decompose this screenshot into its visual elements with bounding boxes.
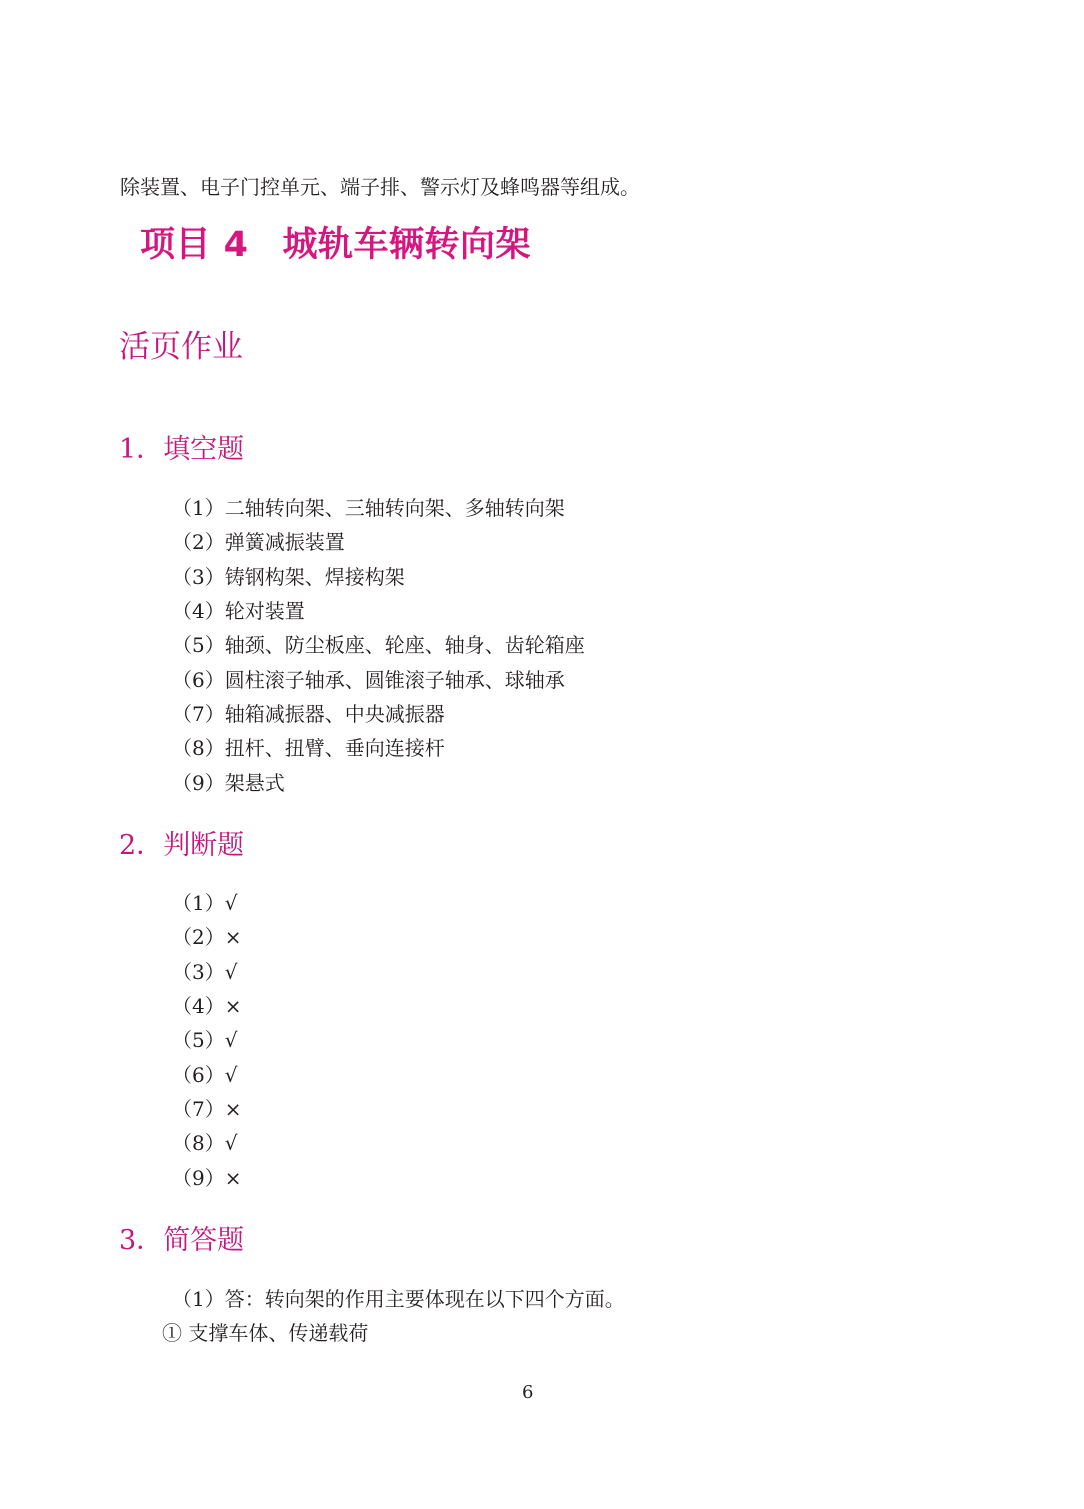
true-false-item: （4）× (172, 994, 242, 1018)
project-label: 项目 4 (140, 225, 249, 265)
page-number: 6 (522, 1382, 534, 1403)
fill-blank-item: （5）轴颈、防尘板座、轮座、轴身、齿轮箱座 (172, 633, 585, 657)
lead-paragraph: 除装置、电子门控单元、端子排、警示灯及蜂鸣器等组成。 (120, 175, 640, 199)
fill-blank-item: （8）扭杆、扭臂、垂向连接杆 (172, 736, 445, 760)
short-answer-heading (119, 1221, 244, 1261)
true-false-item: （5）√ (172, 1028, 238, 1052)
heading-text: 简答题 (163, 1225, 245, 1256)
fill-blank-item: （7）轴箱减振器、中央减振器 (172, 702, 445, 726)
heading-text: 填空题 (163, 434, 245, 465)
heading-number: 1． (119, 434, 164, 465)
fill-blank-item: （9）架悬式 (172, 771, 285, 795)
short-answer-intro: （1）答：转向架的作用主要体现在以下四个方面。 (172, 1287, 625, 1311)
fill-blank-item: （6）圆柱滚子轴承、圆锥滚子轴承、球轴承 (172, 668, 565, 692)
fill-blank-heading (119, 430, 244, 470)
true-false-item: （6）√ (172, 1063, 238, 1087)
section-title: 活页作业 (119, 329, 243, 365)
true-false-item: （1）√ (172, 891, 238, 915)
fill-blank-item: （3）铸钢构架、焊接构架 (172, 565, 405, 589)
true-false-heading (119, 826, 244, 866)
true-false-item: （3）√ (172, 960, 238, 984)
true-false-item: （2）× (172, 925, 242, 949)
fill-blank-item: （1）二轴转向架、三轴转向架、多轴转向架 (172, 496, 565, 520)
project-heading (140, 220, 531, 270)
heading-number: 2． (119, 830, 164, 861)
fill-blank-item: （2）弹簧减振装置 (172, 530, 345, 554)
true-false-item: （7）× (172, 1097, 242, 1121)
short-answer-point: ① 支撑车体、传递载荷 (162, 1321, 369, 1345)
fill-blank-item: （4）轮对装置 (172, 599, 305, 623)
project-title: 城轨车辆转向架 (282, 225, 532, 265)
heading-text: 判断题 (163, 830, 245, 861)
true-false-item: （9）× (172, 1166, 242, 1190)
true-false-item: （8）√ (172, 1131, 238, 1155)
heading-number: 3． (119, 1225, 164, 1256)
